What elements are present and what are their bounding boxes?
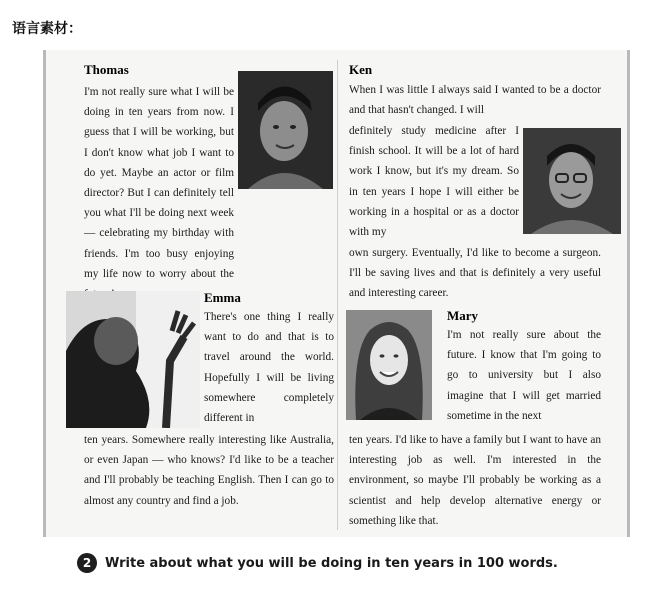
thomas-name: Thomas — [84, 62, 129, 77]
emma-name: Emma — [204, 290, 241, 305]
emma-text-side: There's one thing I really want to do and that is to travel around the world. Hopefully I will be living somewhere completely different in — [204, 311, 334, 425]
emma-text-bottom: ten years. Somewhere really interesting like Australia, or even Japan — who knows? I'd like to be a teacher and I'll probably be teaching English. Then I can go to almost any country and find a job. — [84, 434, 334, 507]
thomas-text-side: I'm not really sure what I will be doing in ten years from now. I guess that I will be working, but I don't know what job I want to do yet. Maybe an actor or film director? But I can definitely tell you what I'll be doing next week — celebrating my birthday with friends. I'm too busy enjoying my life now to worry about the — [84, 86, 234, 280]
section-label: 语言素材： — [12, 21, 82, 37]
mary-text-side: I'm not really sure about the future. I know that I'm going to go to university but I also imagine that I will get married sometime in the next — [447, 329, 601, 422]
column-divider — [337, 60, 338, 530]
ken-name: Ken — [349, 62, 373, 77]
mary-text-bottom: ten years. I'd like to have a family but I want to have an interesting job as well. I'm interested in the environment, so maybe I'll probably be working as a scientist and help develop alternative energy or something like that. — [349, 434, 601, 527]
task-number-badge: 2 — [77, 553, 97, 573]
writing-task — [77, 553, 558, 573]
ken-text-top: When I was little I always said I wanted to be a doctor and that hasn't changed. I will — [349, 84, 601, 117]
ken-text-bottom: own surgery. Eventually, I'd like to become a surgeon. I'll be saving lives and that is definitely a very useful and interesting career. — [349, 247, 601, 300]
thomas-photo — [238, 71, 333, 189]
mary-name: Mary — [447, 308, 479, 323]
ken-text-side: definitely study medicine after I finish school. It will be a lot of hard work I know, but it's my dream. So in ten years I hope I will either be working in a hospital or as a doctor with my — [349, 125, 519, 239]
task-instruction: Write about what you will be doing in ten years in 100 words. — [105, 555, 558, 571]
ken-photo — [523, 128, 621, 234]
mary-photo — [346, 310, 432, 420]
emma-photo — [66, 291, 200, 428]
